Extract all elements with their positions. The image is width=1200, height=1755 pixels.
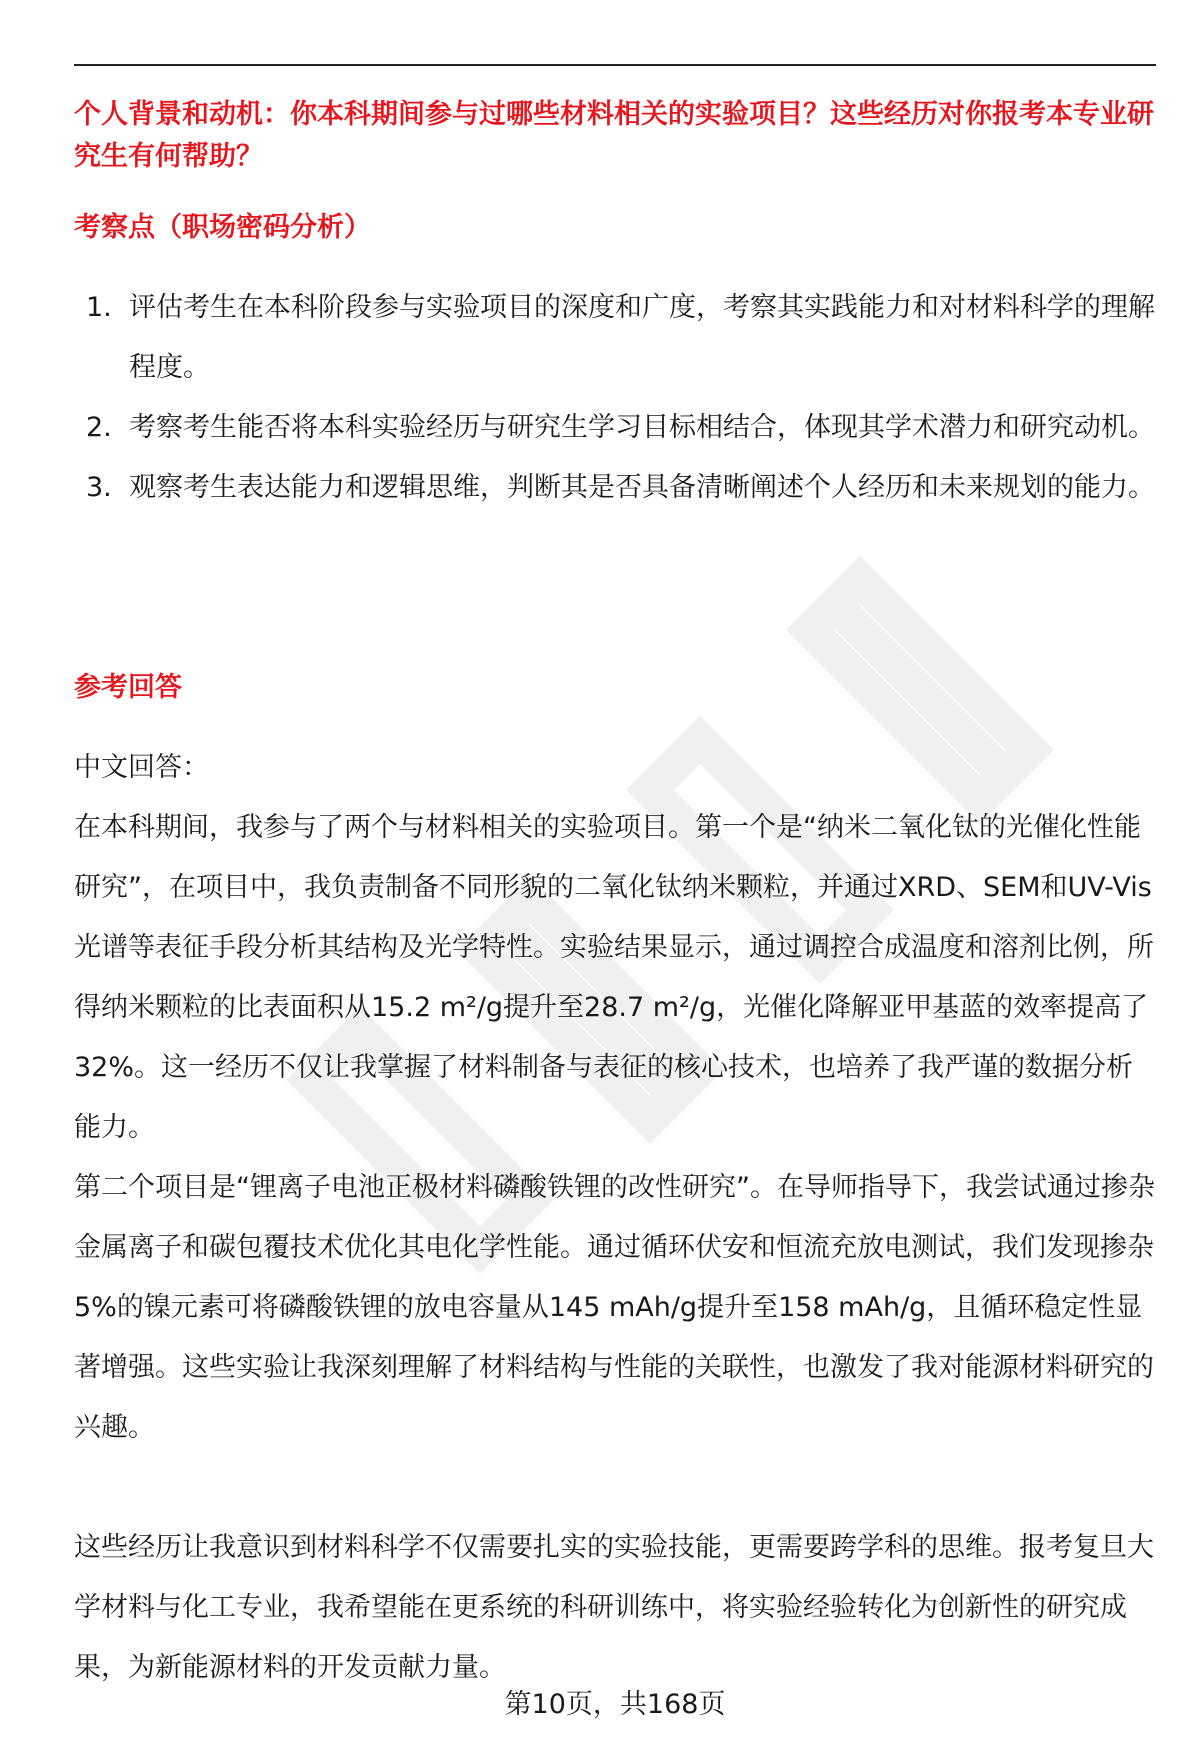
answer-paragraph-3: 这些经历让我意识到材料科学不仅需要扎实的实验技能，更需要跨学科的思维。报考复旦大学材料与化工专业，我希望能在更系统的科研训练中，将实验经验转化为创新性的研究成果，为新能源材料的开发贡献力量。: [74, 1532, 1154, 1683]
answer-paragraph-1: 在本科期间，我参与了两个与材料相关的实验项目。第一个是“纳米二氧化钛的光催化性能研究”，在项目中，我负责制备不同形貌的二氧化钛纳米颗粒，并通过XRD、SEM和UV-Vis光谱等表征手段分析其结构及光学特性。实验结果显示，通过调控合成温度和溶剂比例，所得纳米颗粒的比表面积从15.2 m²/g提升至28.7 m²/g，光催化降解亚甲基蓝的效率提高了32%。这一经历不仅让我掌握了材料制备与表征的核心技术，也培养了我严谨的数据分析能力。: [74, 812, 1154, 1143]
assessment-point-2: [74, 398, 1156, 458]
answer-paragraph-2: 第二个项目是“锂离子电池正极材料磷酸铁锂的改性研究”。在导师指导下，我尝试通过掺杂金属离子和碳包覆技术优化其电化学性能。通过循环伏安和恒流充放电测试，我们发现掺杂5%的镍元素可将磷酸铁锂的放电容量从145 mAh/g提升至158 mAh/g，且循环稳定性显著增强。这些实验让我深刻理解了材料结构与性能的关联性，也激发了我对能源材料研究的兴趣。: [74, 1172, 1155, 1443]
assessment-point-3: [74, 458, 1156, 518]
assessment-points-list: [74, 278, 1156, 518]
answer-heading: 参考回答: [74, 672, 182, 703]
point-text: 观察考生表达能力和逻辑思维，判断其是否具备清晰阐述个人经历和未来规划的能力。: [129, 472, 1155, 503]
page-footer: 第10页，共168页: [504, 1689, 726, 1720]
point-text: 考察考生能否将本科实验经历与研究生学习目标相结合，体现其学术潜力和研究动机。: [129, 412, 1155, 443]
assessment-point-1: [74, 278, 1156, 398]
point-number: 1.: [86, 292, 112, 323]
question-title: 个人背景和动机：你本科期间参与过哪些材料相关的实验项目？这些经历对你报考本专业研究生有何帮助？: [74, 99, 1154, 172]
top-rule: [74, 64, 1156, 66]
document-page: [74, 0, 1156, 1755]
point-number: 2.: [86, 412, 112, 443]
answer-label: 中文回答：: [74, 752, 209, 783]
assessment-heading: 考察点（职场密码分析）: [74, 212, 371, 243]
point-number: 3.: [86, 472, 112, 503]
point-text: 评估考生在本科阶段参与实验项目的深度和广度，考察其实践能力和对材料科学的理解程度。: [129, 292, 1155, 383]
